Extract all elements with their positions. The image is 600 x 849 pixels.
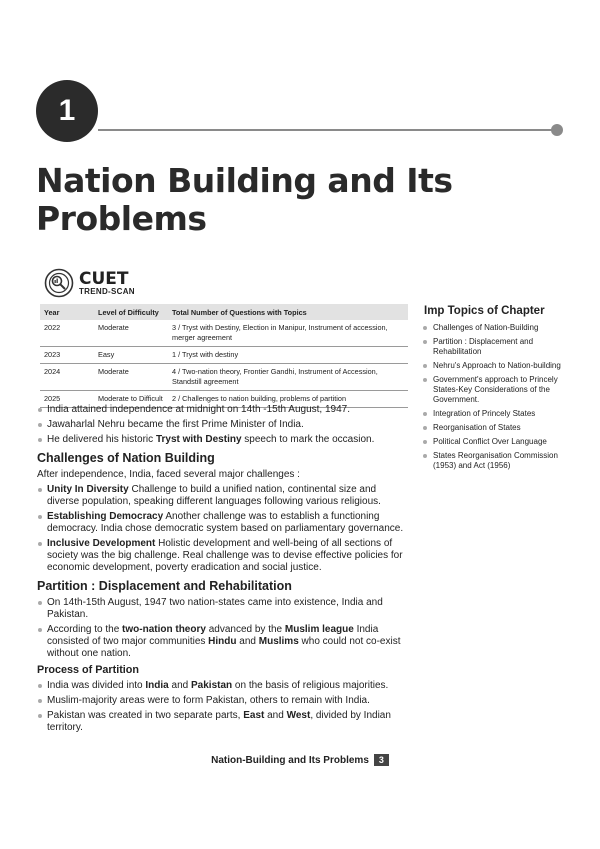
header-topics: Total Number of Questions with Topics [168,304,408,320]
chapter-divider-line [98,129,554,131]
table-row [40,347,408,364]
sidebar-topic-item: Partition : Displacement and Rehabilitation [422,337,572,357]
text-span: and [168,680,191,691]
logo-trend-scan-text: TREND-SCAN [79,286,135,296]
sidebar-topic-item: Government's approach to Princely States-Key Considerations of the Government. [422,375,572,405]
main-content [37,404,405,737]
list-item [37,434,405,446]
bold-term: Inclusive Development [47,538,156,549]
text-span: He delivered his historic [47,434,156,445]
text-span: According to the [47,624,123,635]
bold-term: Muslim league [284,624,354,635]
sidebar-topic-list [422,323,572,471]
bold-term: two-nation theory [122,624,206,635]
row-topics: 3 / Tryst with Destiny, Election in Manipur, Instrument of accession, merger agreement [168,320,408,347]
page-footer [0,754,600,766]
text-span: Another challenge was to establish a functioning democracy. India chose democratic system based on parliamentary governance. [47,511,404,534]
table-row [40,320,408,347]
intro-bullet-list [37,404,405,446]
text-span: advanced by the [205,624,285,635]
bold-term: Pakistan [191,680,233,691]
list-item: On 14th-15th August, 1947 two nation-states came into existence, India and Pakistan. [37,597,405,621]
list-item [37,511,405,535]
bold-term: Hindu [208,636,237,647]
trend-scan-table [40,304,408,408]
header-year: Year [40,304,94,320]
process-list [37,680,405,734]
chapter-number: 1 [58,94,76,127]
bold-term: Unity In Diversity [47,484,129,495]
text-span: speech to mark the occasion. [241,434,375,445]
sidebar-title: Imp Topics of Chapter [424,305,545,317]
row-year: 2022 [40,320,94,347]
bold-term: Muslims [258,636,299,647]
row-year: 2023 [40,347,94,364]
section-heading-partition: Partition : Displacement and Rehabilitation [37,579,292,593]
page-number: 3 [374,754,389,766]
list-item [37,680,405,692]
challenges-intro: After independence, India, faced several major challenges : [37,469,300,480]
list-item: Muslim-majority areas were to form Pakistan, others to remain with India. [37,695,405,707]
imp-topics-sidebar [422,305,572,475]
text-span: India consisted of two major communities [47,624,379,647]
text-span: , divided by Indian territory. [47,710,391,733]
row-topics: 4 / Two-nation theory, Frontier Gandhi, Instrument of Accession, Standstill agreement [168,364,408,391]
list-item: India attained independence at midnight on 14th -15th August, 1947. [37,404,405,416]
table-header-row [40,304,408,320]
text-span: and [236,636,259,647]
bold-term: Tryst with Destiny [155,434,242,445]
sidebar-topic-item: Political Conflict Over Language [422,437,572,447]
text-span: India was divided into [47,680,146,691]
sidebar-topic-item: States Reorganisation Commission (1953) and Act (1956) [422,451,572,471]
sidebar-topic-item: Reorganisation of States [422,423,572,433]
text-span: Holistic development and well-being of all sections of society was the big challenge. Real challenge was to devise effective policies for economic development, poverty eradication and social justice. [47,538,403,573]
bold-term: East [243,710,265,721]
bold-term: Establishing Democracy [47,511,164,522]
sidebar-topic-item: Integration of Princely States [422,409,572,419]
footer-title: Nation-Building and Its Problems [211,755,369,766]
chapter-divider-dot [551,124,563,136]
partition-list [37,597,405,660]
chapter-title: Nation Building and Its Problems [36,161,453,238]
row-year: 2025 [40,391,94,408]
row-topics: 1 / Tryst with destiny [168,347,408,364]
row-year: 2024 [40,364,94,391]
text-span: Challenge to build a unified nation, continental size and diverse population, speaking different languages following various religious. [47,484,381,507]
text-span: and [264,710,287,721]
cuet-trend-scan-logo [44,266,135,300]
list-item: Jawaharlal Nehru became the first Prime Minister of India. [37,419,405,431]
row-level: Moderate to Difficult [94,391,168,408]
section-heading-challenges: Challenges of Nation Building [37,451,215,465]
logo-cuet-text: CUET [79,268,129,289]
bold-term: India [145,680,169,691]
subheading-process-of-partition: Process of Partition [37,664,139,676]
list-item [37,538,405,574]
text-span: Pakistan was created in two separate parts, [47,710,244,721]
row-level: Moderate [94,320,168,347]
sidebar-topic-item: Nehru's Approach to Nation-building [422,361,572,371]
challenges-list [37,484,405,574]
target-magnifier-icon [44,268,74,298]
bold-term: West [286,710,311,721]
row-level: Easy [94,347,168,364]
row-level: Moderate [94,364,168,391]
table-row [40,364,408,391]
text-span: on the basis of religious majorities. [232,680,389,691]
list-item [37,710,405,734]
sidebar-topic-item: Challenges of Nation-Building [422,323,572,333]
row-topics: 2 / Challenges to nation building, problems of partition [168,391,408,408]
text-span: who could not co-exist without one nation. [47,636,401,659]
header-difficulty: Level of Difficulty [94,304,168,320]
chapter-number-badge [36,80,98,142]
list-item [37,484,405,508]
list-item [37,624,405,660]
